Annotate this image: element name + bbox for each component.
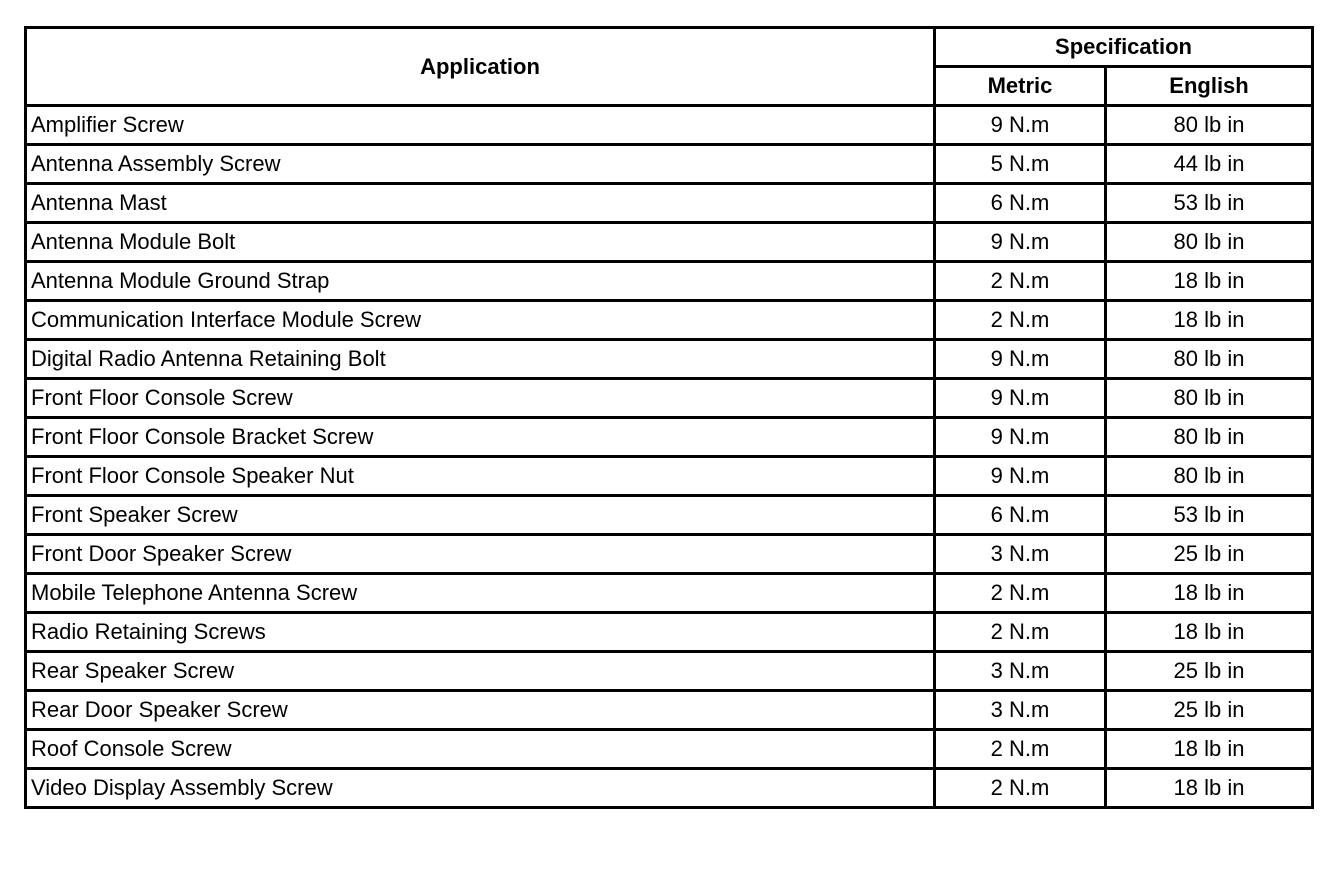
- table-row: [26, 340, 1313, 379]
- table-row: [26, 496, 1313, 535]
- cell-metric: 9 N.m: [935, 457, 1106, 496]
- cell-metric: 9 N.m: [935, 106, 1106, 145]
- table-row: [26, 223, 1313, 262]
- cell-english: 80 lb in: [1106, 418, 1313, 457]
- table-row: [26, 106, 1313, 145]
- cell-english: 80 lb in: [1106, 106, 1313, 145]
- cell-metric: 9 N.m: [935, 379, 1106, 418]
- table-body: [26, 106, 1313, 808]
- table-row: [26, 769, 1313, 808]
- table-row: [26, 184, 1313, 223]
- cell-english: 25 lb in: [1106, 652, 1313, 691]
- cell-english: 18 lb in: [1106, 769, 1313, 808]
- cell-metric: 2 N.m: [935, 574, 1106, 613]
- cell-application: Front Speaker Screw: [26, 496, 935, 535]
- cell-english: 18 lb in: [1106, 574, 1313, 613]
- table-row: [26, 301, 1313, 340]
- table-row: [26, 691, 1313, 730]
- cell-application: Roof Console Screw: [26, 730, 935, 769]
- cell-application: Amplifier Screw: [26, 106, 935, 145]
- table-row: [26, 379, 1313, 418]
- cell-application: Rear Door Speaker Screw: [26, 691, 935, 730]
- cell-english: 18 lb in: [1106, 301, 1313, 340]
- cell-application: Front Floor Console Speaker Nut: [26, 457, 935, 496]
- table-row: [26, 145, 1313, 184]
- table-header: [26, 28, 1313, 106]
- header-application: Application: [26, 28, 935, 106]
- cell-application: Digital Radio Antenna Retaining Bolt: [26, 340, 935, 379]
- cell-metric: 9 N.m: [935, 340, 1106, 379]
- cell-metric: 2 N.m: [935, 262, 1106, 301]
- cell-english: 18 lb in: [1106, 613, 1313, 652]
- header-metric: Metric: [935, 67, 1106, 106]
- cell-application: Antenna Assembly Screw: [26, 145, 935, 184]
- table-row: [26, 574, 1313, 613]
- header-english: English: [1106, 67, 1313, 106]
- cell-application: Video Display Assembly Screw: [26, 769, 935, 808]
- cell-english: 25 lb in: [1106, 691, 1313, 730]
- cell-metric: 3 N.m: [935, 535, 1106, 574]
- table-row: [26, 418, 1313, 457]
- cell-application: Antenna Mast: [26, 184, 935, 223]
- cell-english: 80 lb in: [1106, 223, 1313, 262]
- table-row: [26, 652, 1313, 691]
- cell-application: Front Door Speaker Screw: [26, 535, 935, 574]
- cell-english: 18 lb in: [1106, 730, 1313, 769]
- cell-application: Rear Speaker Screw: [26, 652, 935, 691]
- cell-application: Communication Interface Module Screw: [26, 301, 935, 340]
- cell-english: 80 lb in: [1106, 379, 1313, 418]
- table-row: [26, 262, 1313, 301]
- cell-metric: 3 N.m: [935, 652, 1106, 691]
- cell-metric: 9 N.m: [935, 418, 1106, 457]
- table-row: [26, 730, 1313, 769]
- header-specification: Specification: [935, 28, 1313, 67]
- cell-application: Antenna Module Bolt: [26, 223, 935, 262]
- cell-metric: 6 N.m: [935, 496, 1106, 535]
- cell-metric: 6 N.m: [935, 184, 1106, 223]
- cell-english: 53 lb in: [1106, 184, 1313, 223]
- cell-metric: 2 N.m: [935, 730, 1106, 769]
- cell-metric: 2 N.m: [935, 769, 1106, 808]
- table-row: [26, 457, 1313, 496]
- cell-metric: 9 N.m: [935, 223, 1106, 262]
- cell-metric: 2 N.m: [935, 301, 1106, 340]
- cell-metric: 5 N.m: [935, 145, 1106, 184]
- table-row: [26, 613, 1313, 652]
- cell-english: 80 lb in: [1106, 457, 1313, 496]
- cell-english: 44 lb in: [1106, 145, 1313, 184]
- cell-application: Mobile Telephone Antenna Screw: [26, 574, 935, 613]
- cell-application: Radio Retaining Screws: [26, 613, 935, 652]
- cell-metric: 3 N.m: [935, 691, 1106, 730]
- cell-english: 80 lb in: [1106, 340, 1313, 379]
- cell-application: Front Floor Console Bracket Screw: [26, 418, 935, 457]
- cell-application: Antenna Module Ground Strap: [26, 262, 935, 301]
- cell-english: 18 lb in: [1106, 262, 1313, 301]
- cell-english: 25 lb in: [1106, 535, 1313, 574]
- cell-metric: 2 N.m: [935, 613, 1106, 652]
- table-row: [26, 535, 1313, 574]
- cell-application: Front Floor Console Screw: [26, 379, 935, 418]
- cell-english: 53 lb in: [1106, 496, 1313, 535]
- header-row-top: [26, 28, 1313, 67]
- torque-spec-table: [24, 26, 1314, 809]
